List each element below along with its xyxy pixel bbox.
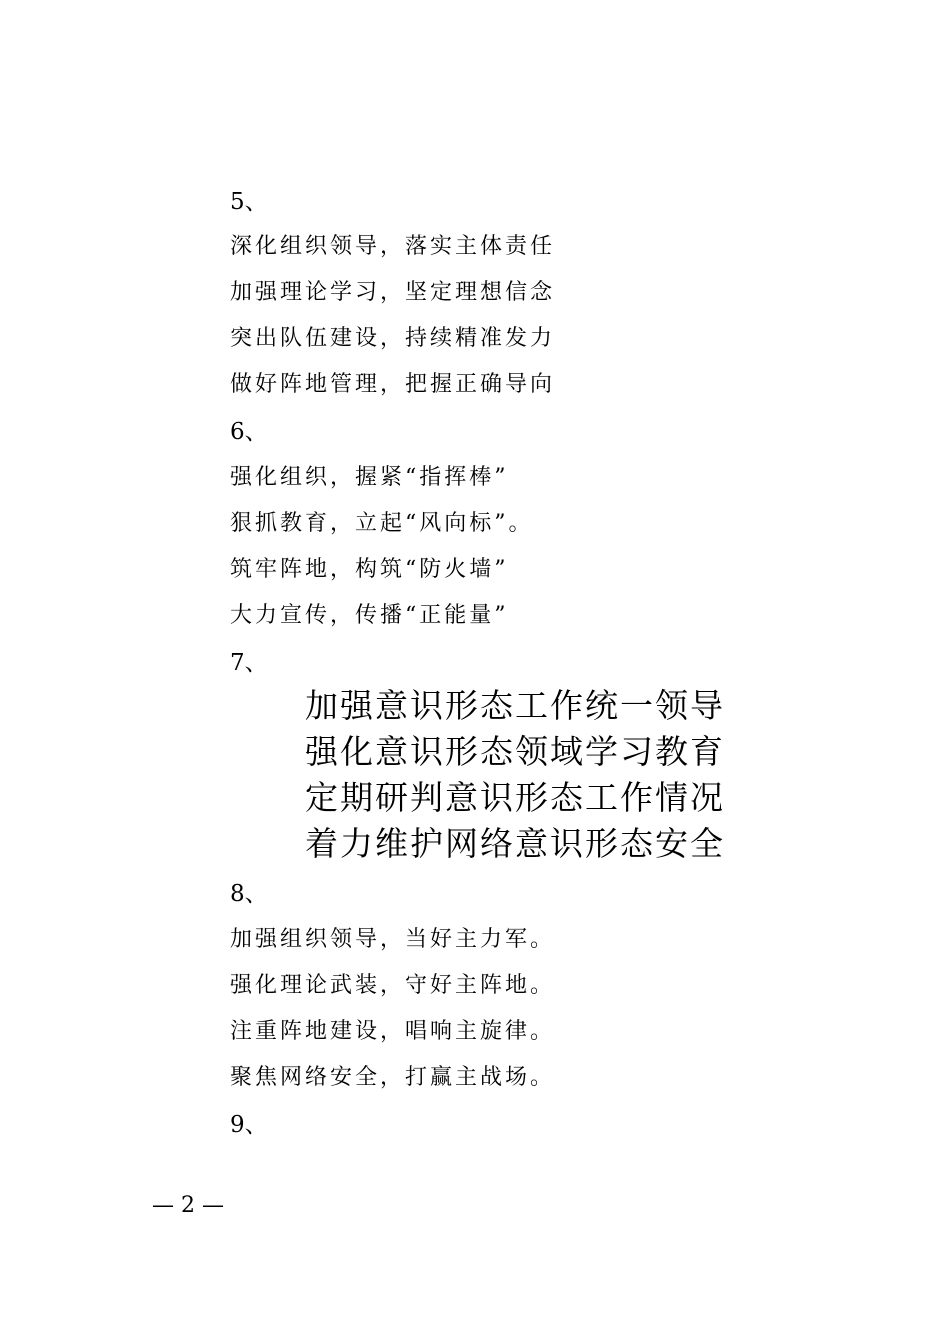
section-6-line-3: 筑牢阵地，构筑“防火墙” — [230, 557, 509, 582]
section-9-number: 9、 — [230, 1112, 268, 1138]
section-7-line-4: 着力维护网络意识形态安全 — [305, 824, 725, 863]
section-7-line-1: 加强意识形态工作统一领导 — [305, 686, 725, 725]
section-5-number: 5、 — [230, 189, 268, 215]
section-5-line-1: 深化组织领导，落实主体责任 — [230, 234, 556, 259]
section-5-line-3: 突出队伍建设，持续精准发力 — [230, 326, 556, 351]
section-6-line-1: 强化组织，握紧“指挥棒” — [230, 465, 509, 490]
section-8-line-2: 强化理论武装，守好主阵地。 — [230, 973, 556, 998]
section-8-number: 8、 — [230, 881, 268, 907]
section-8-line-4: 聚焦网络安全，打赢主战场。 — [230, 1065, 556, 1090]
section-6-line-4: 大力宣传，传播“正能量” — [230, 603, 509, 628]
section-7-line-3: 定期研判意识形态工作情况 — [305, 778, 725, 817]
section-6-number: 6、 — [230, 419, 268, 445]
page-number: — 2 — — [152, 1193, 224, 1218]
section-7-number: 7、 — [230, 650, 268, 676]
section-5-line-2: 加强理论学习，坚定理想信念 — [230, 280, 556, 305]
section-7-line-2: 强化意识形态领域学习教育 — [305, 732, 725, 771]
section-8-line-1: 加强组织领导，当好主力军。 — [230, 927, 556, 952]
section-5-line-4: 做好阵地管理，把握正确导向 — [230, 372, 556, 397]
section-6-line-2: 狠抓教育，立起“风向标”。 — [230, 511, 534, 536]
section-8-line-3: 注重阵地建设，唱响主旋律。 — [230, 1019, 556, 1044]
